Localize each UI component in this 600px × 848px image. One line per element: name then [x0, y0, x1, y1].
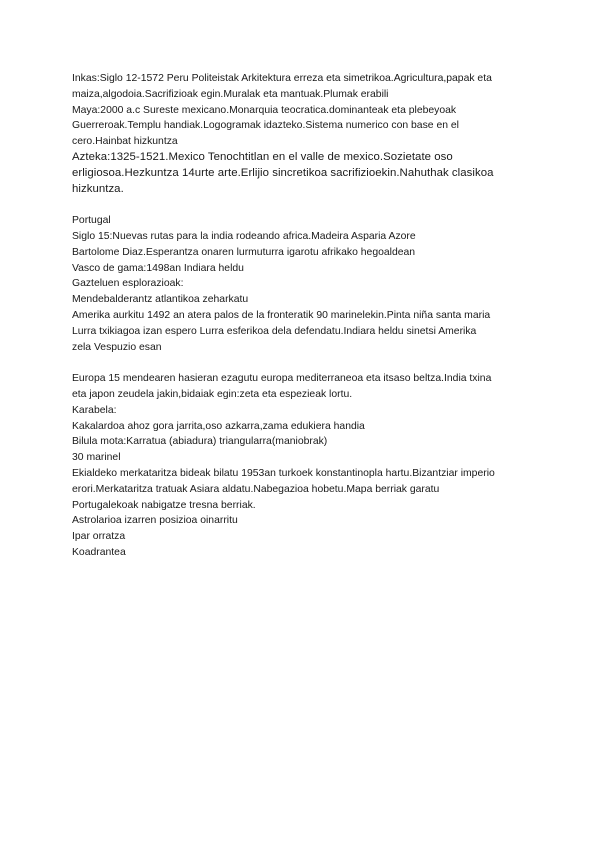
document-body [72, 71, 532, 561]
section-heading: Portugal [72, 215, 111, 227]
paragraph-line: erligiosoa.Hezkuntza 14urte arte.Erlijio sincretikoa sacrifizioekin.Nahuthak clasikoa [72, 166, 494, 179]
paragraph-line: Ipar orratza [72, 531, 126, 543]
paragraph-line: Lurra txikiagoa izan espero Lurra esferikoa dela defendatu.Indiara heldu sinetsi Amerika [72, 325, 477, 337]
paragraph-line: Bilula mota:Karratua (abiadura) triangularra(maniobrak) [72, 436, 328, 448]
paragraph-line: Siglo 15:Nuevas rutas para la india rodeando africa.Madeira Asparia Azore [72, 230, 416, 242]
paragraph-line: 30 marinel [72, 452, 121, 464]
paragraph-line: maiza,algodoia.Sacrifizioak egin.Muralak eta mantuak.Plumak erabili [72, 88, 389, 100]
paragraph-line: Karabela: [72, 404, 117, 416]
paragraph-line: Azteka:1325-1521.Mexico Tenochtitlan en el valle de mexico.Sozietate oso [72, 150, 453, 163]
section-portugal [72, 213, 532, 355]
paragraph-line: cero.Hainbat hizkuntza [72, 136, 178, 148]
paragraph-line: Ekialdeko merkataritza bideak bilatu 1953an turkoek konstantinopla hartu.Bizantziar imperio [72, 467, 495, 479]
paragraph-line: Europa 15 mendearen hasieran ezagutu europa mediterraneoa eta itsaso beltza.India txina [72, 373, 492, 385]
paragraph-line: Amerika aurkitu 1492 an atera palos de la fronteratik 90 marinelekin.Pinta niña santa maria [72, 309, 491, 321]
paragraph-line: Inkas:Siglo 12-1572 Peru Politeistak Arkitektura erreza eta simetrikoa.Agricultura,papak eta [72, 73, 492, 84]
paragraph-gap [72, 355, 532, 371]
paragraph-line: Guerreroak.Templu handiak.Logogramak idazteko.Sistema numerico con base en el [72, 120, 459, 132]
paragraph-line: Kakalardoa ahoz gora jarrita,oso azkarra,zama edukiera handia [72, 420, 365, 432]
paragraph-line: erori.Merkataritza tratuak Asiara aldatu.Nabegazioa hobetu.Mapa berriak garatu [72, 483, 440, 495]
paragraph-line: Vasco de gama:1498an Indiara heldu [72, 262, 244, 274]
paragraph-line: Koadrantea [72, 546, 126, 558]
paragraph-line: hizkuntza. [72, 182, 124, 195]
paragraph-gap [72, 197, 532, 213]
paragraph-line: Mendebalderantz atlantikoa zeharkatu [72, 294, 249, 306]
section-europa-karabela [72, 371, 532, 561]
paragraph-line: Portugalekoak nabigatze tresna berriak. [72, 499, 256, 511]
section-inkas-maya-azteka [72, 71, 532, 197]
paragraph-line: Bartolome Diaz.Esperantza onaren lurmuturra igarotu afrikako hegoaldean [72, 246, 416, 258]
paragraph-line: zela Vespuzio esan [72, 341, 162, 353]
paragraph-line: eta japon zeudela jakin,bidaiak egin:zeta eta espezieak lortu. [72, 388, 353, 400]
paragraph-line: Astrolarioa izarren posizioa oinarritu [72, 515, 238, 527]
paragraph-line: Maya:2000 a.c Sureste mexicano.Monarquia teocratica.dominanteak eta plebeyoak [72, 104, 457, 116]
paragraph-line: Gazteluen esplorazioak: [72, 278, 184, 290]
